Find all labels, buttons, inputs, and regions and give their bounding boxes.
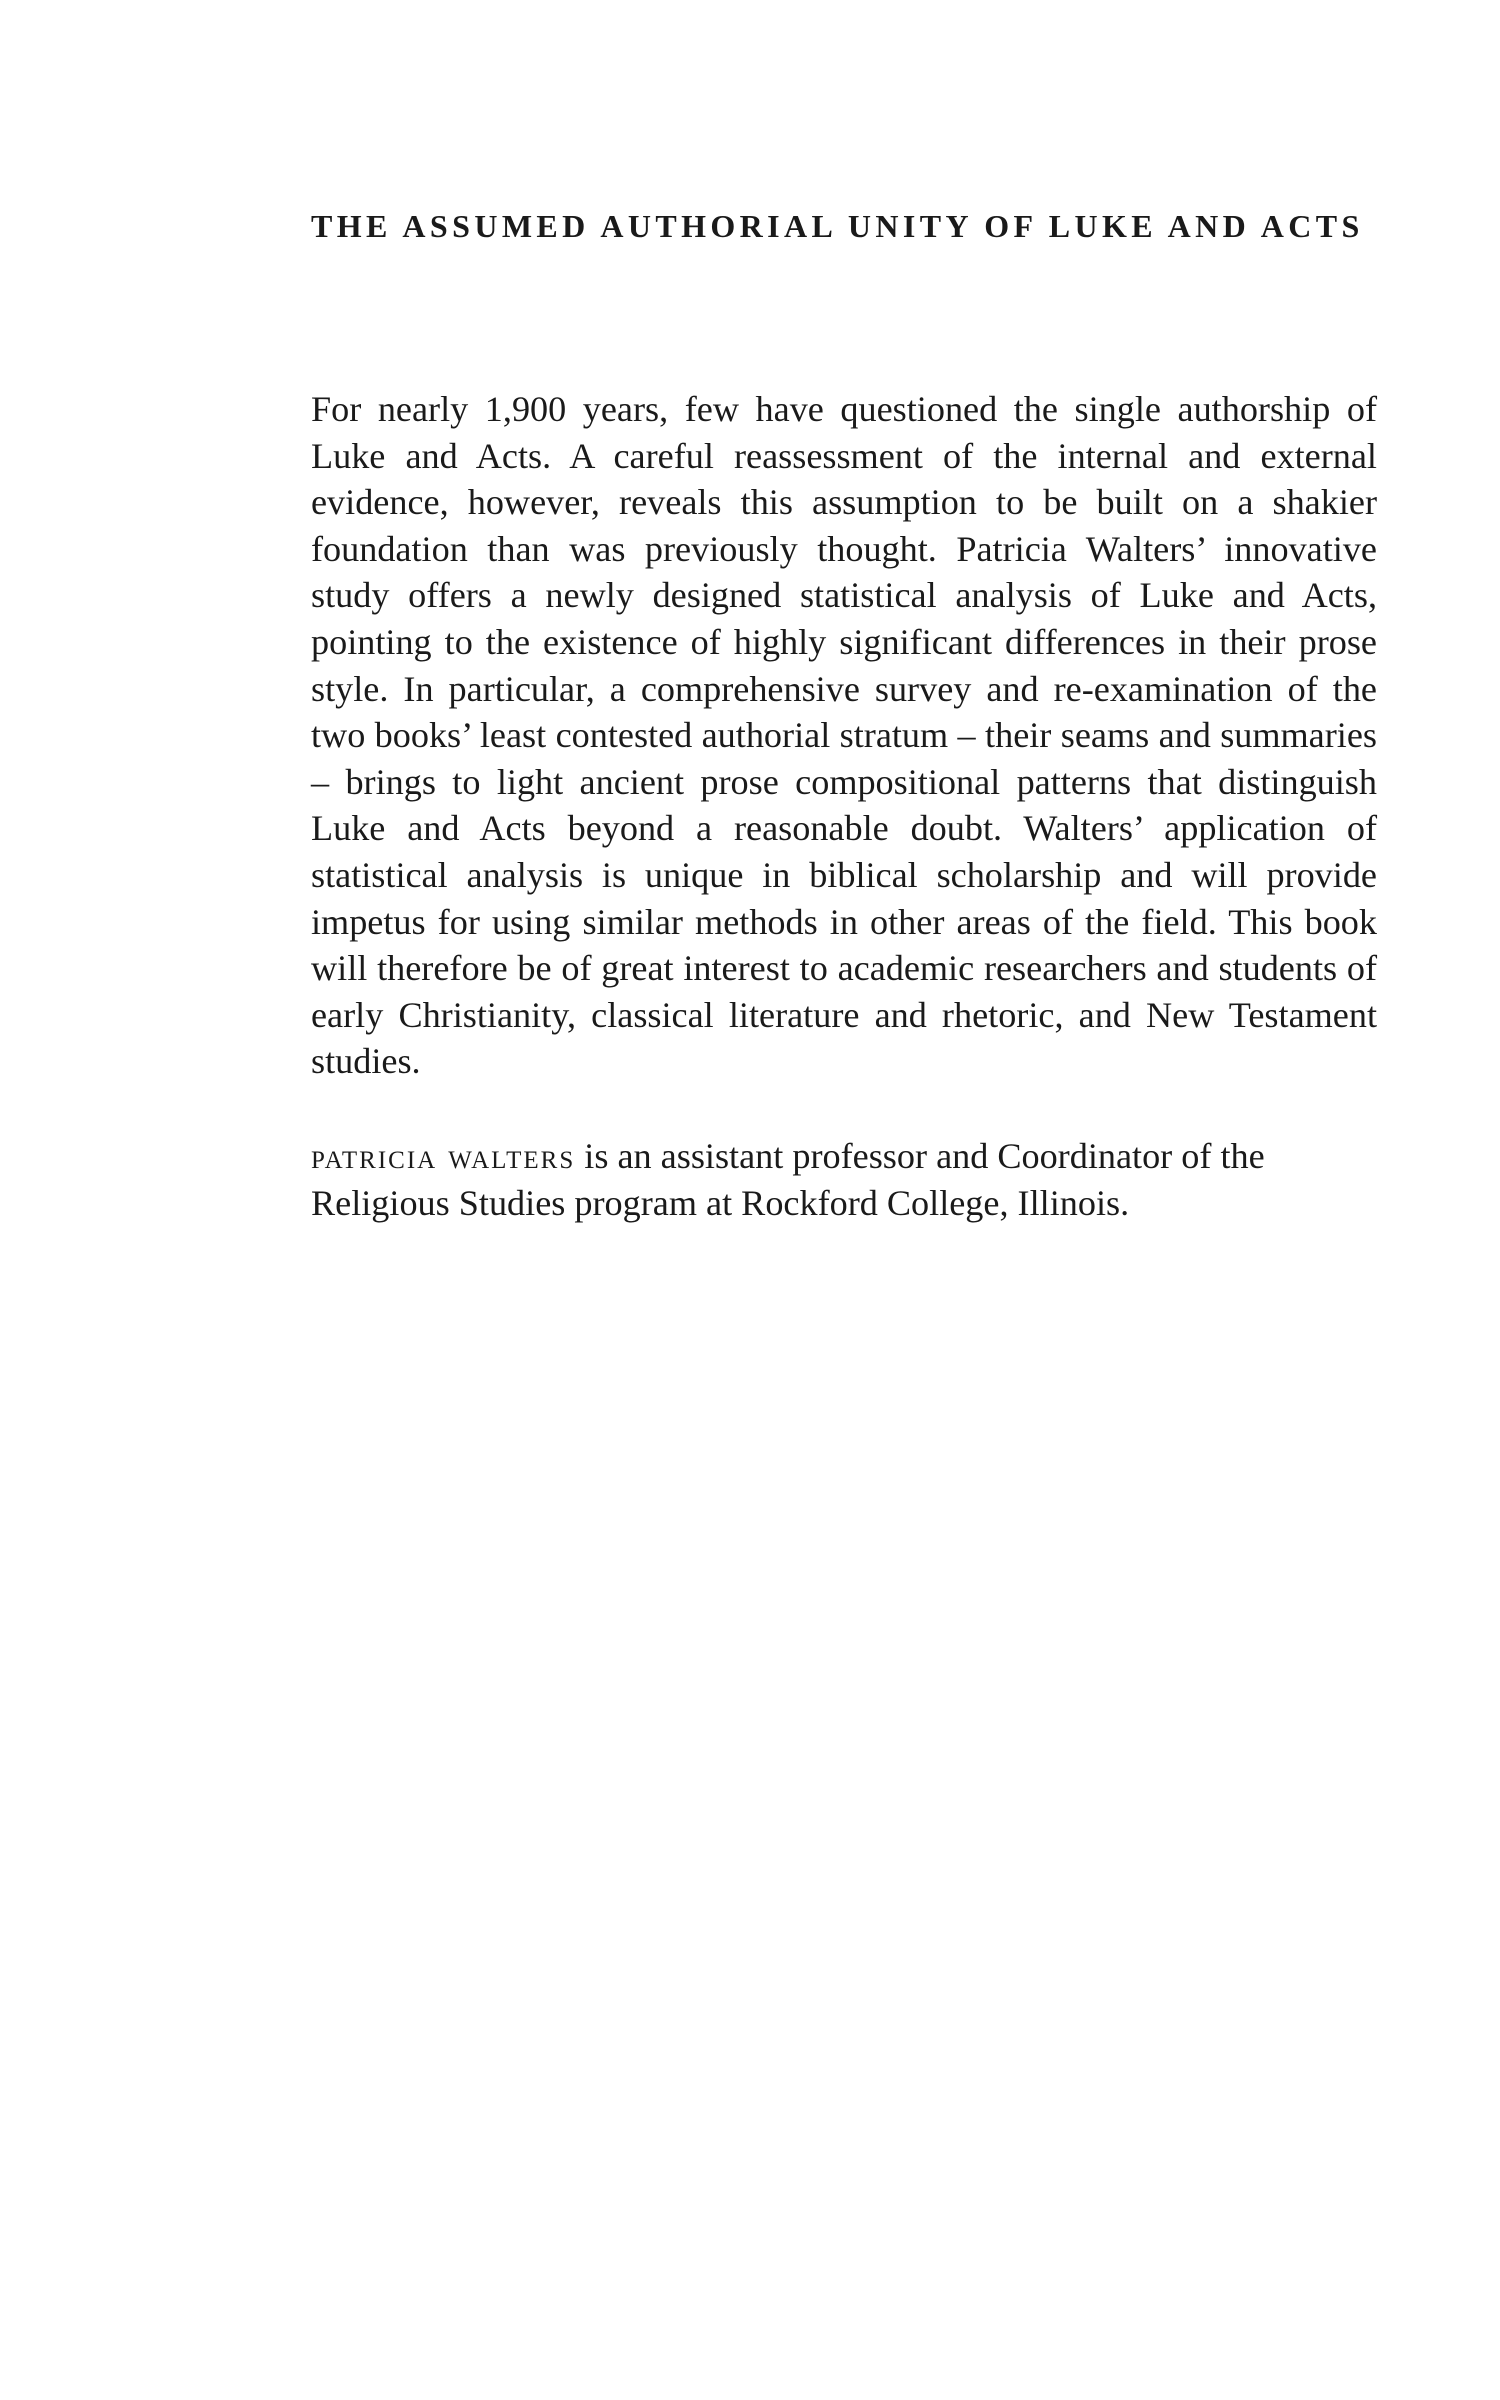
running-title: THE ASSUMED AUTHORIAL UNITY OF LUKE AND ACTS [311,208,1364,244]
author-bio-text: is an assistant professor and Coordinator of the Religious Studies program at Rockford College, Illinois. [311,1136,1265,1223]
book-description: For nearly 1,900 years, few have questioned the single authorship of Luke and Acts. A careful reassessment of the internal and external evidence, however, reveals this assumption to be built on a shakier foundation than was previously thought. Patricia Walters’ innovative study offers a newly designed statistical analysis of Luke and Acts, pointing to the existence of highly significant differences in their prose style. In particular, a comprehensive survey and re-examination of the two books’ least contested authorial stratum – their seams and summaries – brings to light ancient prose compositional patterns that distinguish Luke and Acts beyond a reasonable doubt. Walters’ application of statistical analysis is unique in biblical scholarship and will provide impetus for using similar methods in other areas of the field. This book will therefore be of great interest to academic researchers and students of early Christianity, classical literature and rhetoric, and New Testament studies. [311,389,1377,1082]
author-name: patricia walters [311,1136,576,1176]
author-bio [311,1133,1377,1226]
